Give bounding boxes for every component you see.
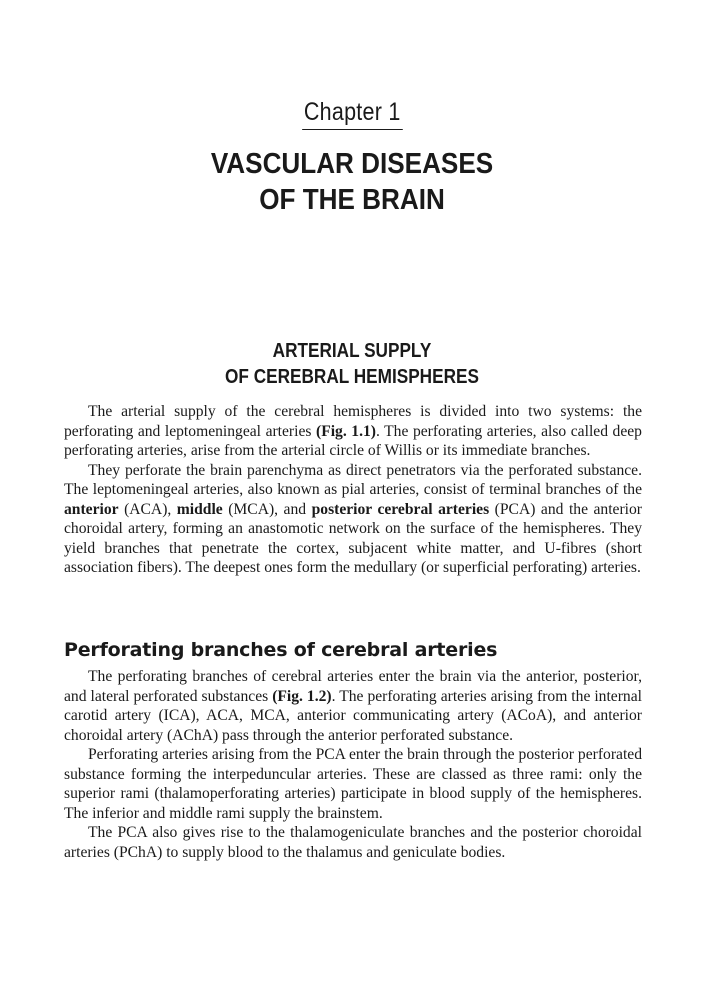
chapter-title-line-1: VASCULAR DISEASES <box>210 148 494 180</box>
paragraph: Perforating arteries arising from the PCA enter the brain through the posterior perforated substance forming the interpeduncular arteries. These are classed as three rami: only the superior rami (thalamoperforating arteries) participate in blood supply of the hemispheres. The inferior and middle rami supply the brainstem. <box>64 746 642 822</box>
subsection-body <box>64 667 642 862</box>
bold-term: anterior <box>64 500 119 518</box>
section-title-line-2: OF CEREBRAL HEMISPHERES <box>225 366 479 388</box>
figure-reference: (Fig. 1.1) <box>316 422 376 440</box>
bold-term: middle <box>176 500 223 518</box>
paragraph: The PCA also gives rise to the thalamogeniculate branches and the posterior choroidal arteries (PChA) to supply blood to the thalamus and geniculate bodies. <box>64 824 642 861</box>
section-title <box>0 338 704 390</box>
paragraph: The arterial supply of the cerebral hemispheres is divided into two systems: the perforating and leptomeningeal arteries (Fig. 1.1). The perforating arteries, also called deep perforating arteries, arise from the arterial circle of Willis or its immediate branches. <box>64 403 642 459</box>
chapter-label <box>0 98 704 130</box>
figure-reference: (Fig. 1.2) <box>272 687 332 705</box>
chapter-title-line-2: OF THE BRAIN <box>259 184 445 216</box>
chapter-label-text: Chapter 1 <box>302 98 402 130</box>
section-body <box>64 402 642 578</box>
paragraph: They perforate the brain parenchyma as direct penetrators via the perforated substance. The leptomeningeal arteries, also known as pial arteries, consist of terminal branches of the anterior (ACA), middle (MCA), and posterior cerebral arteries (PCA) and the anterior choroidal artery, forming an anastomotic network on the surface of the hemispheres. They yield branches that penetrate the cortex, subjacent white matter, and U-fibres (short association fibers). The deepest ones form the medullary (or superficial perforating) arteries. <box>64 461 642 576</box>
bold-term: posterior cerebral arteries <box>311 500 490 518</box>
subsection-title: Perforating branches of cerebral arteries <box>64 639 498 661</box>
paragraph: The perforating branches of cerebral arteries enter the brain via the anterior, posterior, and lateral perforated substances (Fig. 1.2). The perforating arteries arising from the internal carotid artery (ICA), ACA, MCA, anterior communicating artery (ACoA), and anterior choroidal artery (AChA) pass through the anterior perforated substance. <box>64 668 642 744</box>
chapter-title <box>0 146 704 218</box>
section-title-line-1: ARTERIAL SUPPLY <box>272 340 432 362</box>
